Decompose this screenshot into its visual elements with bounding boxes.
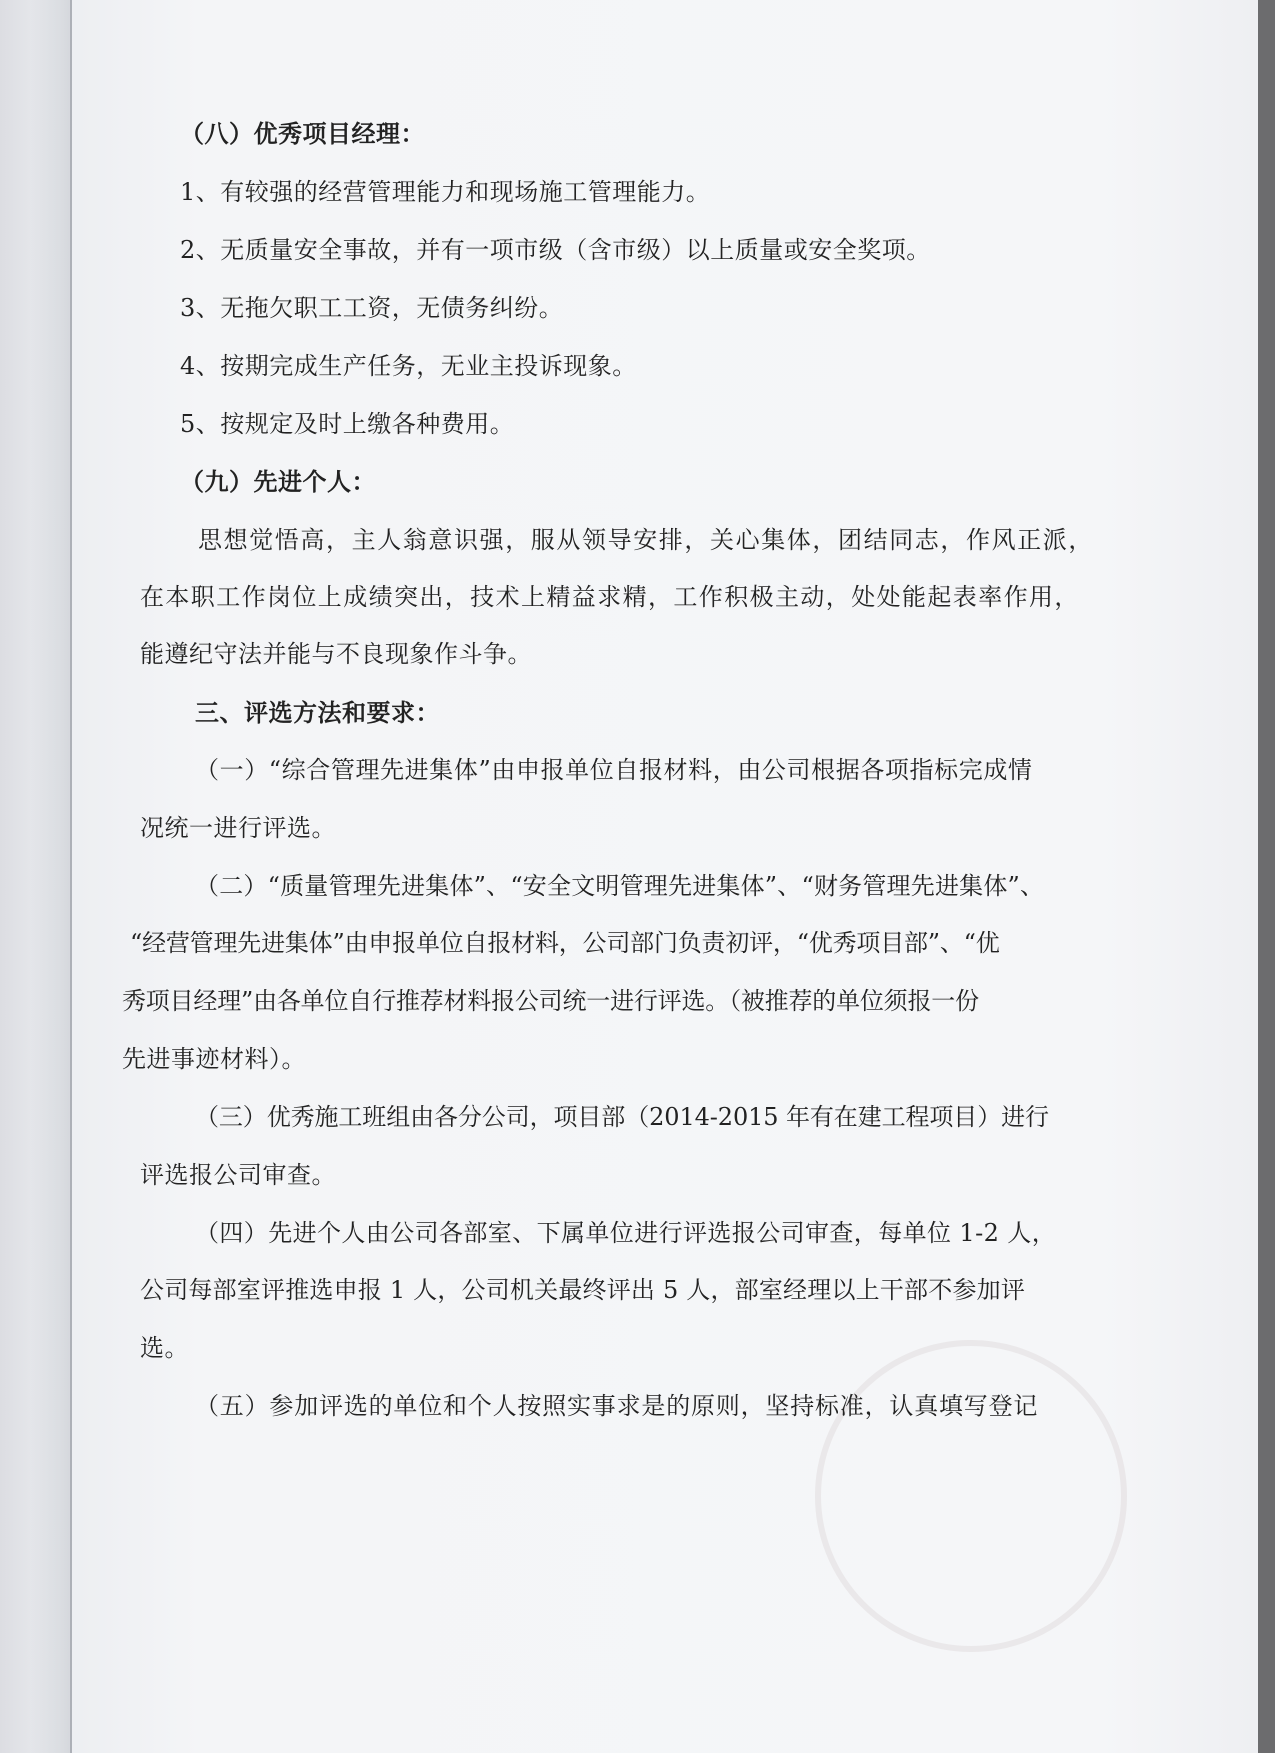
binding-edge xyxy=(70,0,72,1753)
paragraph-line: （五）参加评选的单位和个人按照实事求是的原则，坚持标准，认真填写登记 xyxy=(195,1392,1039,1420)
paragraph-line: （二）“质量管理先进集体”、“安全文明管理先进集体”、“财务管理先进集体”、 xyxy=(195,872,1045,900)
paragraph-line: 选。 xyxy=(140,1334,189,1362)
paragraph-line: 4、按期完成生产任务，无业主投诉现象。 xyxy=(180,352,637,380)
paragraph-line: 2、无质量安全事故，并有一项市级（含市级）以上质量或安全奖项。 xyxy=(180,236,931,264)
paragraph-line: 公司每部室评推选申报 1 人，公司机关最终评出 5 人，部室经理以上干部不参加评 xyxy=(140,1276,1026,1304)
paragraph-line: “经营管理先进集体”由申报单位自报材料，公司部门负责初评，“优秀项目部”、“优 xyxy=(130,929,1000,957)
paragraph-line: 评选报公司审查。 xyxy=(140,1161,336,1189)
paragraph-line: （一）“综合管理先进集体”由申报单位自报材料，由公司根据各项指标完成情 xyxy=(195,756,1033,784)
paragraph-line: （四）先进个人由公司各部室、下属单位进行评选报公司审查，每单位 1-2 人， xyxy=(195,1219,1057,1247)
heading-excellent-project-manager: （八）优秀项目经理： xyxy=(180,119,425,148)
heading-advanced-individual: （九）先进个人： xyxy=(180,467,376,496)
paragraph-line: 能遵纪守法并能与不良现象作斗争。 xyxy=(140,640,532,668)
page-shadow xyxy=(30,0,70,1753)
paragraph-line: 况统一进行评选。 xyxy=(140,814,336,842)
paragraph-line: 3、无拖欠职工工资，无债务纠纷。 xyxy=(180,294,564,322)
paragraph-line: 在本职工作岗位上成绩突出，技术上精益求精，工作积极主动，处处能起表率作用， xyxy=(140,583,1080,611)
paragraph-line: 秀项目经理”由各单位自行推荐材料报公司统一进行评选。（被推荐的单位须报一份 xyxy=(122,987,979,1015)
paragraph-line: （三）优秀施工班组由各分公司，项目部（2014-2015 年有在建工程项目）进行 xyxy=(195,1103,1049,1131)
paragraph-line: 1、有较强的经营管理能力和现场施工管理能力。 xyxy=(180,178,711,206)
heading-selection-methods: 三、评选方法和要求： xyxy=(195,698,440,727)
paragraph-line: 5、按规定及时上缴各种费用。 xyxy=(180,410,515,438)
paragraph-line: 思想觉悟高，主人翁意识强，服从领导安排，关心集体，团结同志，作风正派， xyxy=(198,526,1094,554)
paragraph-line: 先进事迹材料）。 xyxy=(122,1045,306,1073)
